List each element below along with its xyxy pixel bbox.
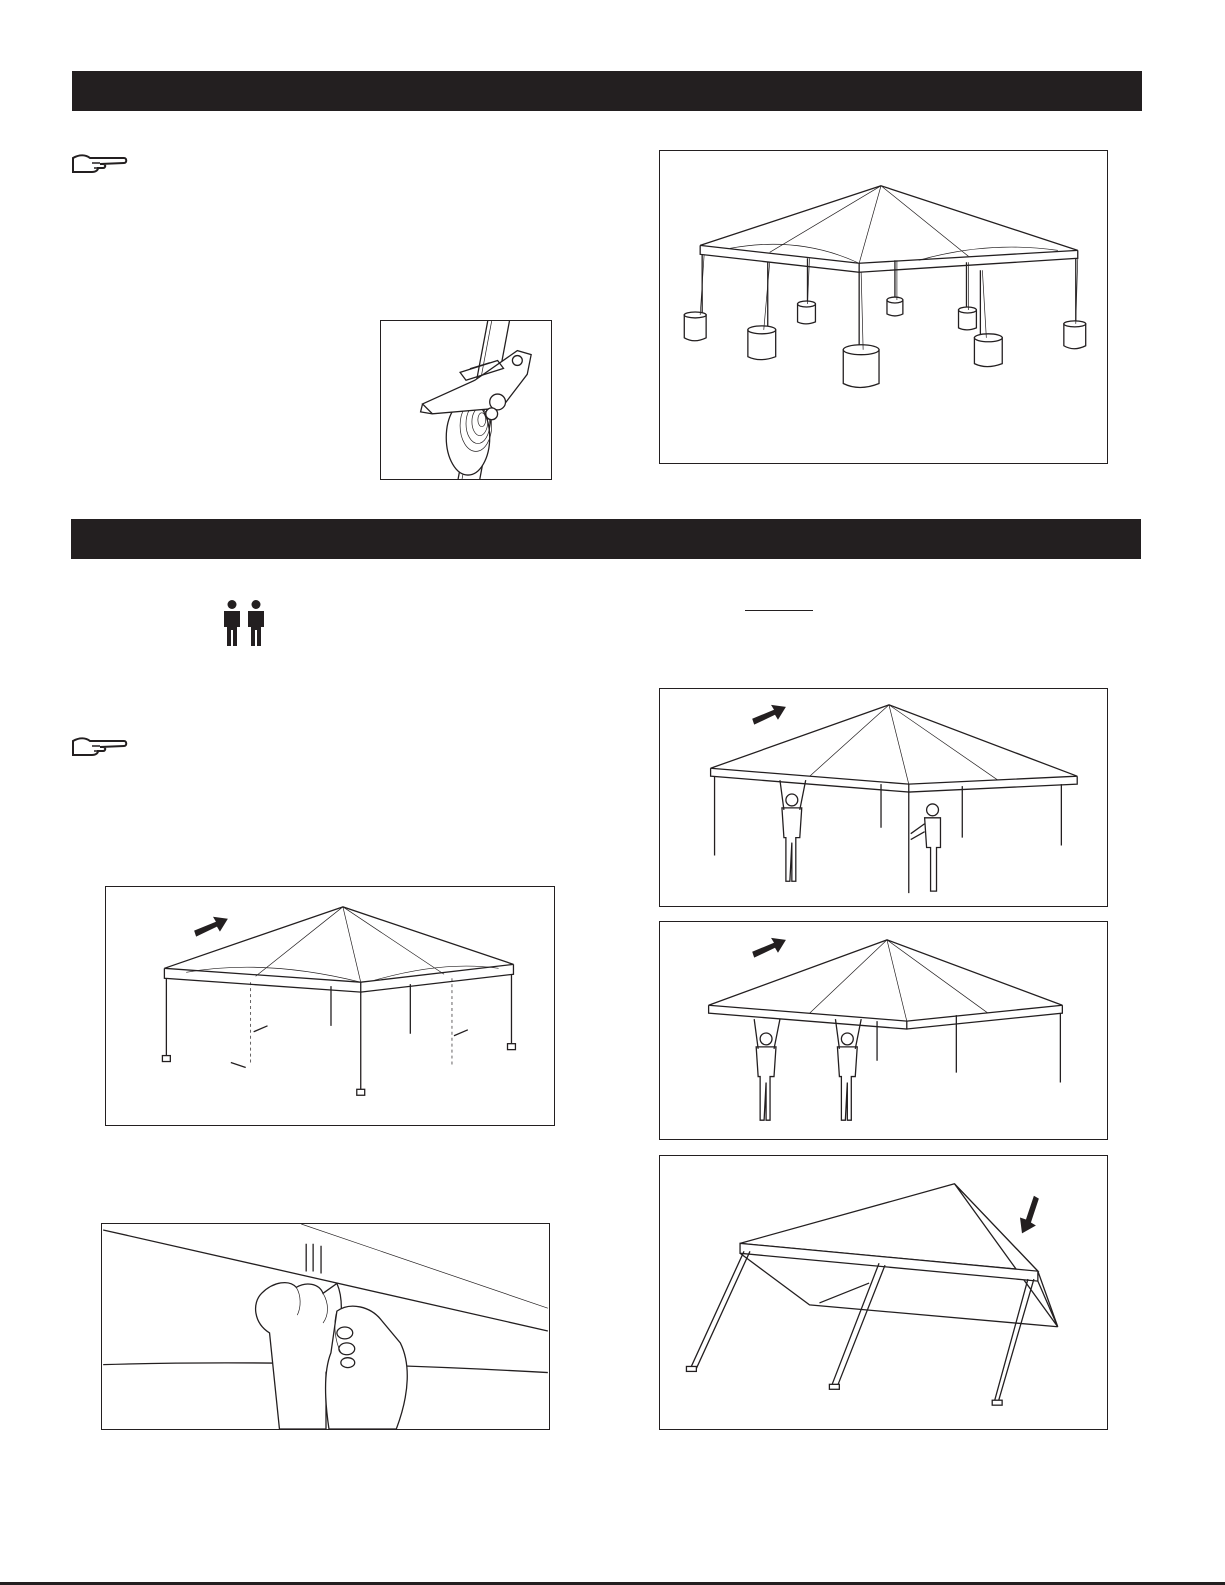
pointing-hand-icon [70, 733, 128, 759]
tent-with-weights-figure [659, 150, 1108, 464]
tent-raise-step1-figure [659, 688, 1108, 907]
hands-closeup-figure [101, 1223, 550, 1430]
tent-legs-insert-figure [105, 886, 555, 1126]
pointing-hand-icon [70, 150, 128, 176]
canopy-tilt-figure [659, 1155, 1108, 1430]
ratchet-strap-detail-figure [380, 320, 552, 480]
person-figure [754, 1019, 780, 1120]
direction-arrow-icon [194, 917, 228, 937]
two-people-icon [220, 600, 268, 646]
person-figure [780, 780, 806, 881]
section-header-bar-bottom [71, 519, 1141, 559]
direction-arrow-icon [1020, 1196, 1039, 1234]
direction-arrow-icon [752, 705, 786, 725]
direction-arrow-icon [752, 938, 786, 958]
underline-rule [745, 610, 813, 611]
tent-raise-step2-figure [659, 921, 1108, 1140]
person-figure [835, 1019, 861, 1120]
section-header-bar-top [72, 71, 1142, 111]
person-figure [911, 804, 941, 891]
